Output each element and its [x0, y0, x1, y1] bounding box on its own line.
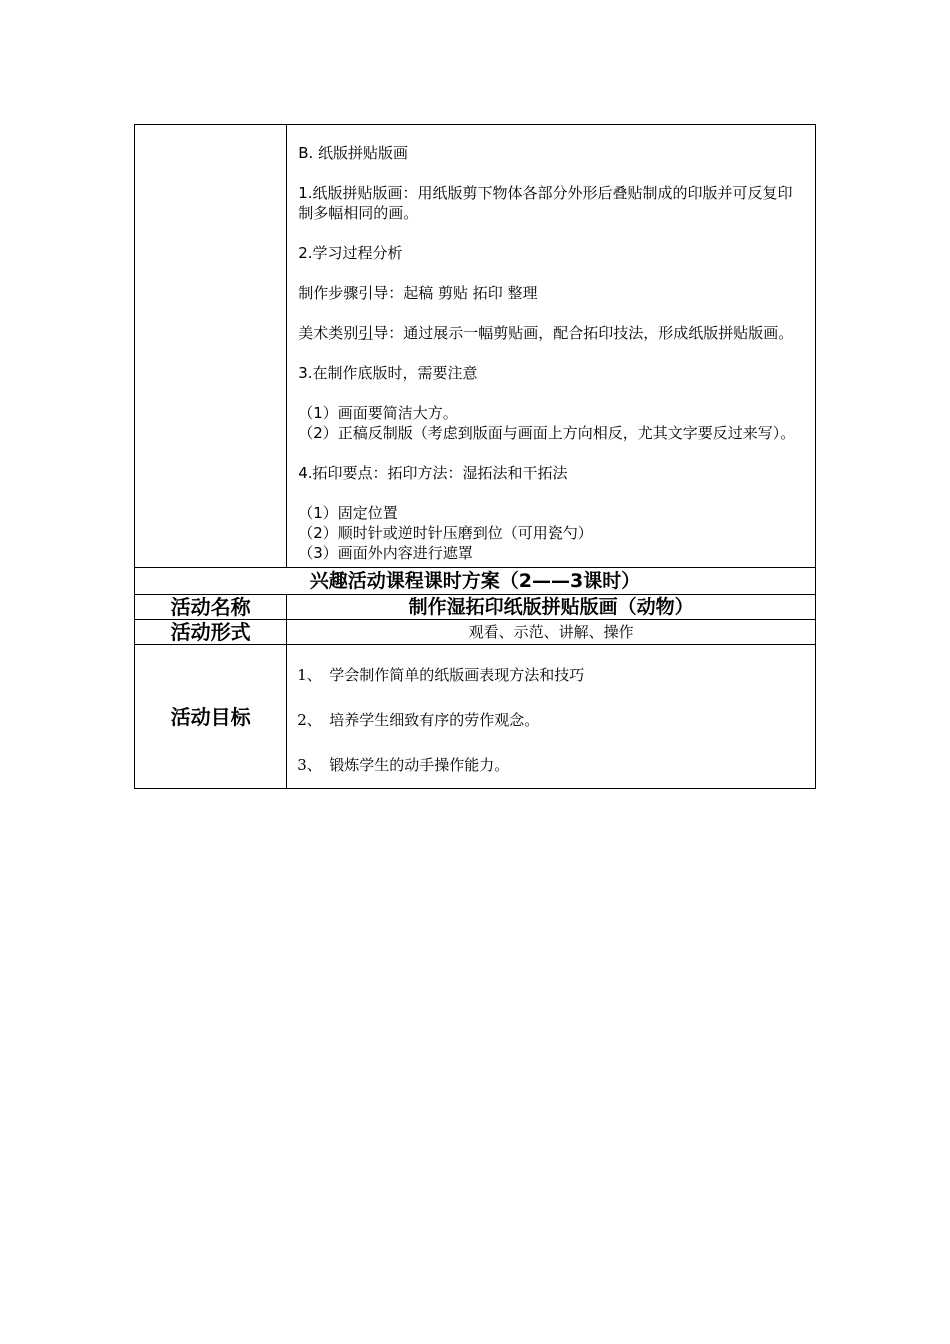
paragraph-printing: 4.拓印要点：拓印方法：湿拓法和干拓法: [298, 464, 568, 482]
step-item: （3）画面外内容进行遮罩: [298, 544, 473, 562]
note-item: （2）正稿反制版（考虑到版面与画面上方向相反，尤其文字要反过来写）。: [298, 424, 796, 442]
activity-form-label: 活动形式: [135, 620, 287, 645]
activity-name-label: 活动名称: [135, 595, 287, 620]
activity-goals-label: 活动目标: [135, 645, 287, 789]
section-title: B. 纸版拼贴版画: [298, 144, 409, 162]
step-item: （1）固定位置: [298, 504, 398, 522]
activity-name-value: 制作湿拓印纸版拼贴版画（动物）: [287, 595, 816, 620]
goal-item: [297, 710, 805, 730]
plan-header-row: [135, 568, 816, 595]
paragraph-steps: 制作步骤引导：起稿 剪贴 拓印 整理: [298, 284, 538, 302]
goal-item: [297, 665, 805, 685]
plan-header: 兴趣活动课程课时方案（2——3课时）: [135, 568, 816, 595]
category-rest: 导：通过展示一幅剪贴画，配合拓印技法，形成纸版拼贴版画。: [373, 324, 794, 342]
goal-number: 3、: [297, 756, 322, 774]
activity-goals-row: [135, 645, 816, 789]
goal-number: 1、: [297, 666, 322, 684]
goal-text: 培养学生细致有序的劳作观念。: [329, 711, 540, 729]
paragraph-analysis: 2.学习过程分析: [298, 244, 403, 262]
activity-form-value: 观看、示范、讲解、操作: [287, 620, 816, 645]
category-underlined: 引: [358, 324, 374, 342]
lesson-plan-table: [134, 124, 816, 789]
empty-left-cell: [135, 125, 287, 568]
goal-item: [297, 755, 805, 775]
activity-goals-list: [287, 645, 816, 789]
goal-text: 锻炼学生的动手操作能力。: [329, 756, 510, 774]
paragraph-category: [298, 323, 805, 343]
goal-text: 学会制作简单的纸版画表现方法和技巧: [329, 666, 585, 684]
step-item: （2）顺时针或逆时针压磨到位（可用瓷勺）: [298, 524, 593, 542]
paragraph-notes-title: 3.在制作底版时，需要注意: [298, 364, 478, 382]
content-row: [135, 125, 816, 568]
activity-form-row: [135, 620, 816, 645]
paragraph-definition: 1.纸版拼贴版画：用纸版剪下物体各部分外形后叠贴制成的印版并可反复印制多幅相同的画。: [298, 184, 793, 222]
goal-number: 2、: [297, 711, 322, 729]
content-cell: [287, 125, 816, 568]
note-item: （1）画面要简洁大方。: [298, 404, 458, 422]
category-prefix: 美术类别: [298, 324, 359, 342]
activity-name-row: [135, 595, 816, 620]
